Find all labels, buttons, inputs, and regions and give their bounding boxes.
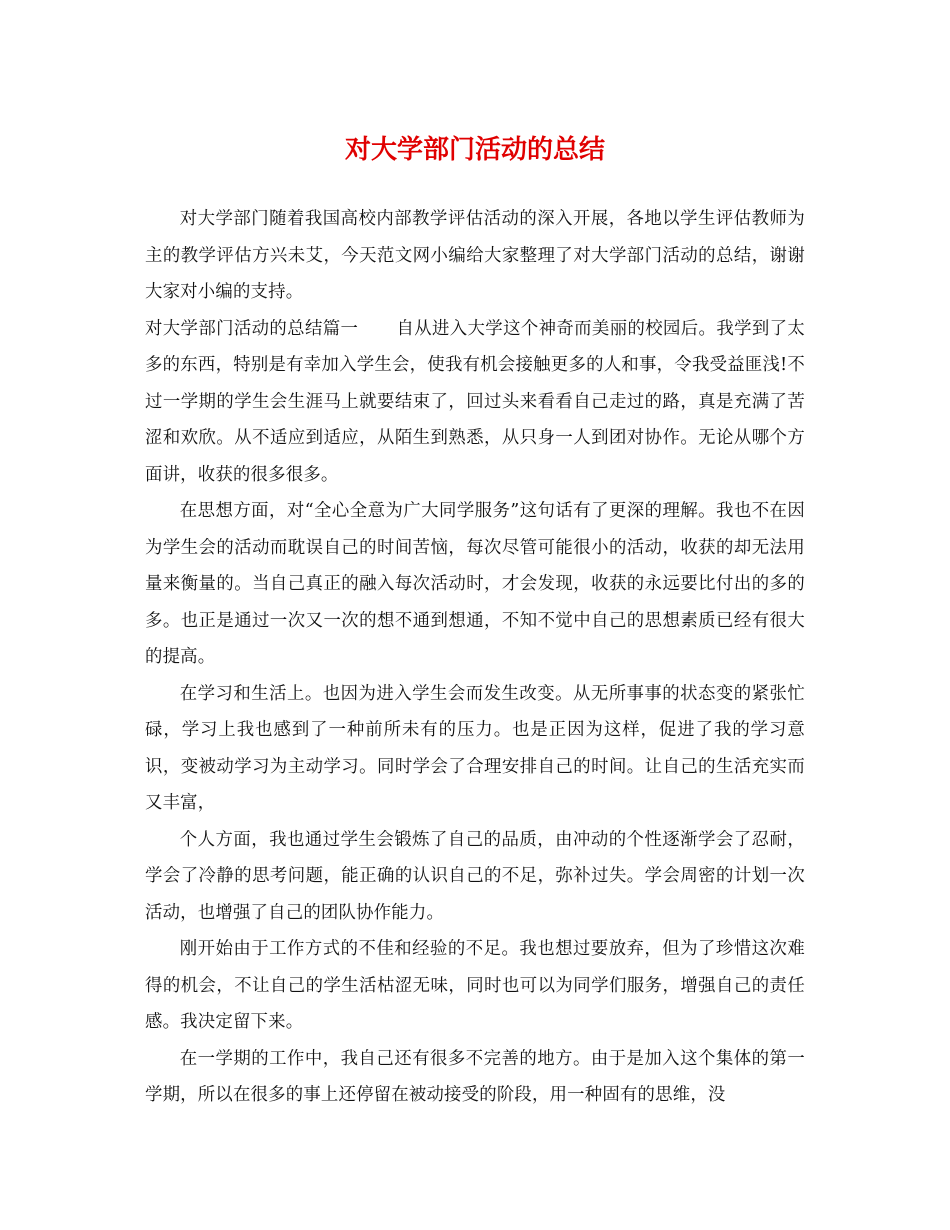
paragraph-section-one bbox=[145, 311, 805, 494]
paragraph-beginning: 刚开始由于工作方式的不佳和经验的不足。我也想过要放弃，但为了珍惜这次难得的机会，不让自己的学生活枯涩无味，同时也可以为同学们服务，增强自己的责任感。我决定留下来。 bbox=[145, 939, 805, 1032]
document-title: 对大学部门活动的总结 bbox=[344, 135, 605, 165]
section-heading: 对大学部门活动的总结篇一 bbox=[145, 318, 359, 339]
paragraph-semester: 在一学期的工作中，我自己还有很多不完善的地方。由于是加入这个集体的第一学期，所以在很多的事上还停留在被动接受的阶段，用一种固有的思维，没 bbox=[145, 1048, 805, 1105]
paragraph-thought: 在思想方面，对“全心全意为广大同学服务”这句话有了更深的理解。我也不在因为学生会的活动而耽误自己的时间苦恼，每次尽管可能很小的活动，收获的却无法用量来衡量的。当自己真正的融入每次活动时，才会发现，收获的永远要比付出的多的多。也正是通过一次又一次的想不通到想通，不知不觉中自己的思想素质已经有很大的提高。 bbox=[145, 501, 805, 667]
paragraph-study-life: 在学习和生活上。也因为进入学生会而发生改变。从无所事事的状态变的紧张忙碌，学习上我也感到了一种前所未有的压力。也是正因为这样，促进了我的学习意识，变被动学习为主动学习。同时学会了合理安排自己的时间。让自己的生活充实而又丰富， bbox=[145, 683, 805, 813]
paragraph-personal: 个人方面，我也通过学生会锻炼了自己的品质，由冲动的个性逐渐学会了忍耐，学会了冷静的思考问题，能正确的认识自己的不足，弥补过失。学会周密的计划一次活动，也增强了自己的团队协作能力。 bbox=[145, 829, 805, 923]
paragraph-intro: 对大学部门随着我国高校内部教学评估活动的深入开展，各地以学生评估教师为主的教学评估方兴未艾，今天范文网小编给大家整理了对大学部门活动的总结，谢谢大家对小编的支持。 bbox=[145, 209, 805, 302]
section-one-text: 自从进入大学这个神奇而美丽的校园后。我学到了太多的东西，特别是有幸加入学生会，使我有机会接触更多的人和事，令我受益匪浅!不过一学期的学生会生涯马上就要结束了，回过头来看看自己走过的路，真是充满了苦涩和欢欣。从不适应到适应，从陌生到熟悉，从只身一人到团对协作。无论从哪个方面讲，收获的很多很多。 bbox=[145, 318, 806, 485]
document-body bbox=[145, 201, 805, 1114]
